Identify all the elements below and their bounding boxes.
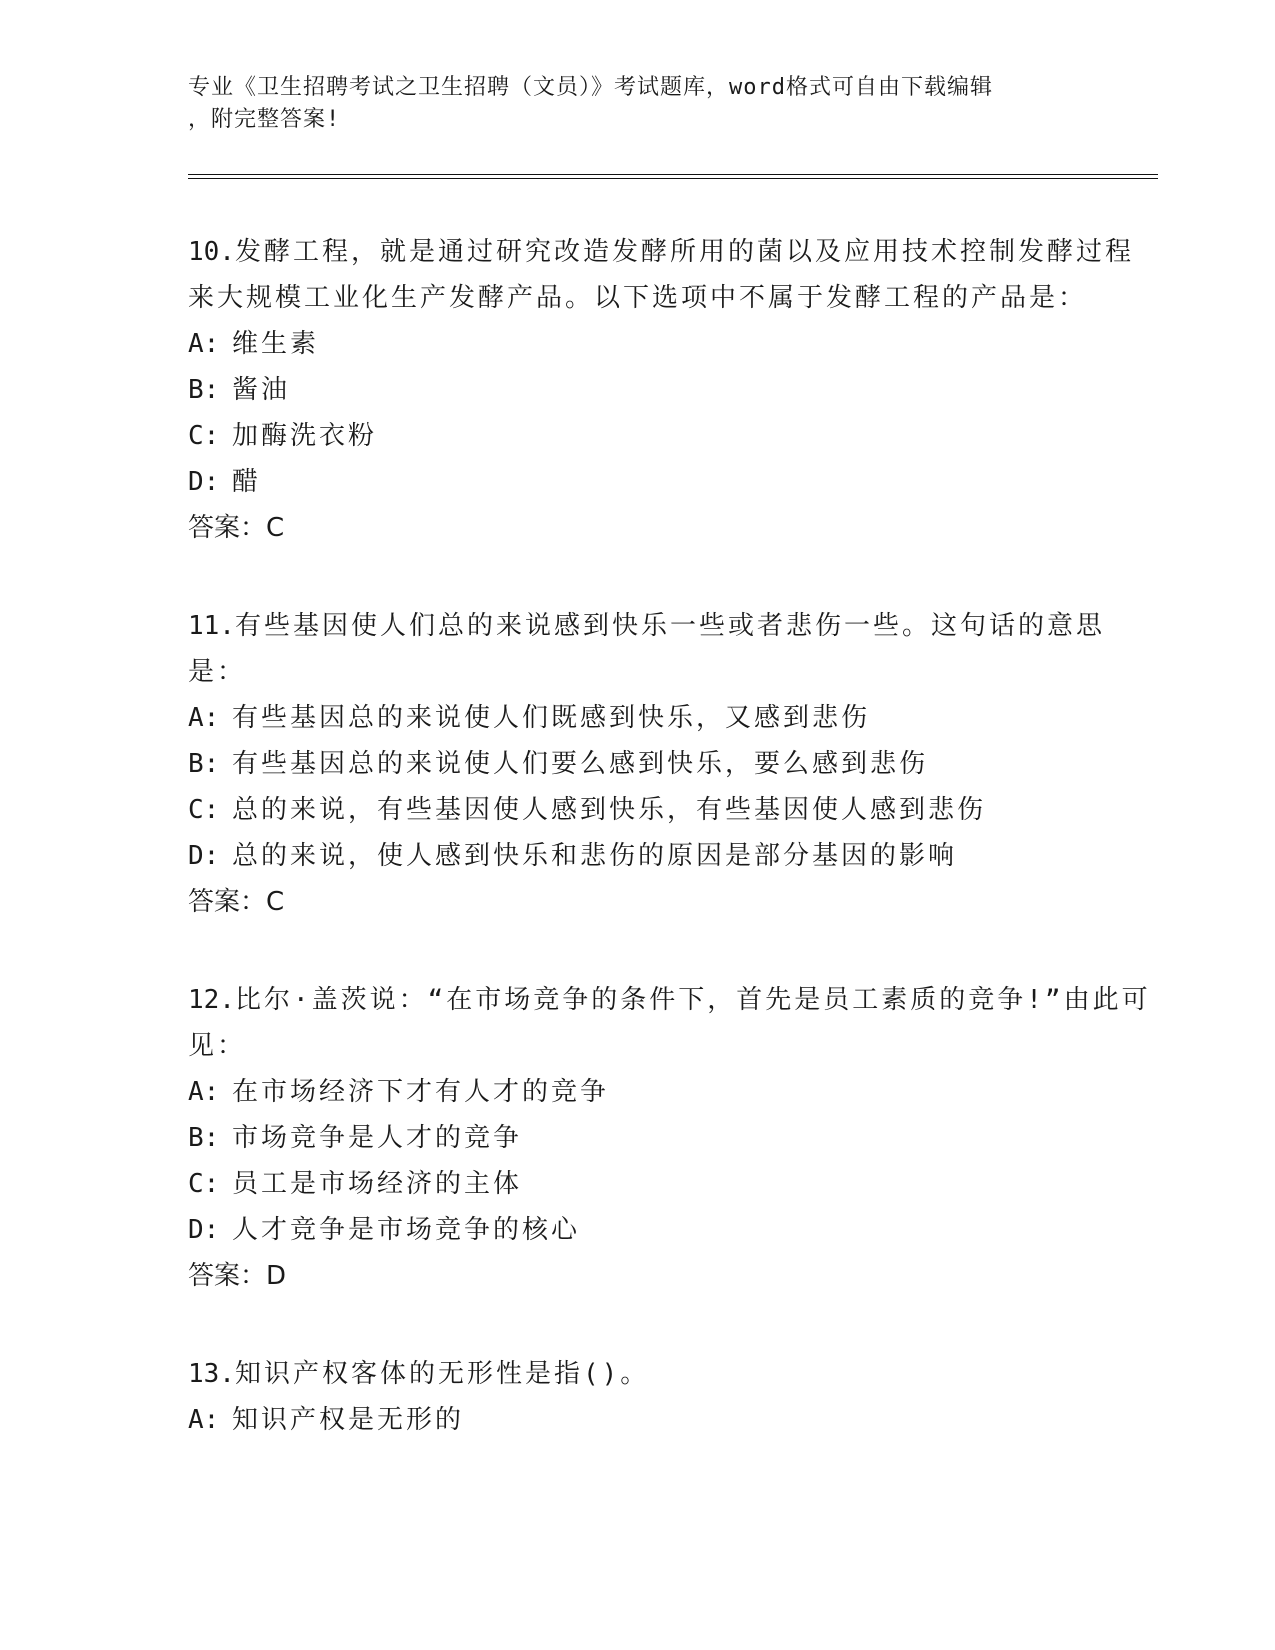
option-key: D: (188, 1215, 220, 1245)
question-text: 比尔·盖茨说：“在市场竞争的条件下，首先是员工素质的竞争!”由此可见： (188, 985, 1151, 1061)
option-key: D: (188, 467, 220, 497)
question-13 (188, 1351, 1158, 1443)
header-double-rule (188, 174, 1158, 179)
option-text: 知识产权是无形的 (232, 1405, 465, 1435)
option-a (188, 1069, 1158, 1115)
option-b (188, 367, 1158, 413)
question-number: 10. (188, 237, 235, 267)
option-a (188, 321, 1158, 367)
option-c (188, 413, 1158, 459)
option-key: A: (188, 703, 220, 733)
option-c (188, 1161, 1158, 1207)
option-d (188, 833, 1158, 879)
option-a (188, 695, 1158, 741)
option-key: A: (188, 1077, 220, 1107)
option-text: 总的来说，使人感到快乐和悲伤的原因是部分基因的影响 (232, 841, 958, 871)
option-text: 有些基因总的来说使人们既感到快乐，又感到悲伤 (232, 703, 871, 733)
option-key: C: (188, 795, 220, 825)
question-list (188, 229, 1158, 1443)
option-key: A: (188, 1405, 220, 1435)
option-key: C: (188, 421, 220, 451)
option-text: 加酶洗衣粉 (232, 421, 378, 451)
question-11 (188, 603, 1158, 925)
option-text: 在市场经济下才有人才的竞争 (232, 1077, 610, 1107)
question-text: 有些基因使人们总的来说感到快乐一些或者悲伤一些。这句话的意思是： (188, 611, 1105, 687)
document-page (188, 72, 1158, 1495)
question-stem (188, 1351, 1158, 1397)
question-text: 知识产权客体的无形性是指()。 (234, 1359, 650, 1389)
option-key: B: (188, 1123, 220, 1153)
option-text: 维生素 (232, 329, 320, 359)
option-b (188, 741, 1158, 787)
option-d (188, 1207, 1158, 1253)
option-a (188, 1397, 1158, 1443)
option-text: 总的来说，有些基因使人感到快乐，有些基因使人感到悲伤 (232, 795, 987, 825)
header-line-1: 专业《卫生招聘考试之卫生招聘（文员）》考试题库，word格式可自由下载编辑 (188, 75, 993, 100)
answer-line: 答案：C (188, 887, 285, 917)
option-key: B: (188, 749, 220, 779)
question-text: 发酵工程，就是通过研究改造发酵所用的菌以及应用技术控制发酵过程来大规模工业化生产发酵产品。以下选项中不属于发酵工程的产品是： (188, 237, 1134, 313)
question-stem (188, 977, 1158, 1069)
option-b (188, 1115, 1158, 1161)
option-key: D: (188, 841, 220, 871)
document-header (188, 72, 1158, 136)
question-number: 13. (188, 1359, 235, 1389)
question-number: 11. (188, 611, 235, 641)
option-c (188, 787, 1158, 833)
option-list (188, 1069, 1158, 1253)
answer-line: 答案：D (188, 1261, 287, 1291)
option-list (188, 1397, 1158, 1443)
option-text: 人才竞争是市场竞争的核心 (232, 1215, 581, 1245)
option-key: B: (188, 375, 220, 405)
question-stem (188, 603, 1158, 695)
option-key: C: (188, 1169, 220, 1199)
option-text: 酱油 (232, 375, 291, 405)
header-line-2: ，附完整答案! (188, 107, 341, 132)
option-list (188, 321, 1158, 505)
option-list (188, 695, 1158, 879)
option-text: 市场竞争是人才的竞争 (232, 1123, 523, 1153)
question-10 (188, 229, 1158, 551)
option-text: 醋 (232, 467, 262, 497)
answer-line: 答案：C (188, 513, 285, 543)
question-number: 12. (188, 985, 235, 1015)
option-d (188, 459, 1158, 505)
option-key: A: (188, 329, 220, 359)
option-text: 有些基因总的来说使人们要么感到快乐，要么感到悲伤 (232, 749, 929, 779)
question-12 (188, 977, 1158, 1299)
question-stem (188, 229, 1158, 321)
option-text: 员工是市场经济的主体 (232, 1169, 523, 1199)
